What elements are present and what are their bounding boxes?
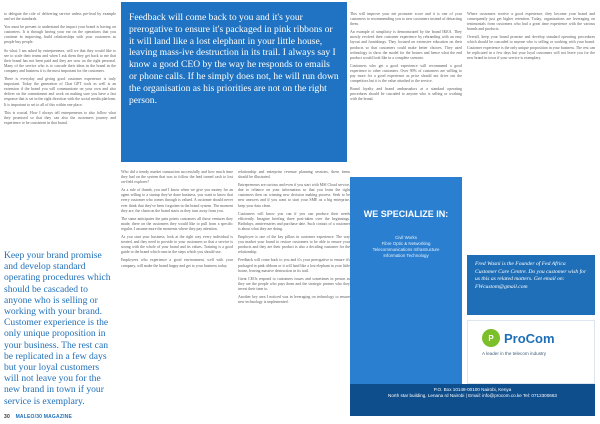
procom-logo-card bbox=[467, 320, 595, 384]
article-column-2 bbox=[121, 170, 233, 272]
paragraph: Great CEOs respond to customers issues and sometimes in person as they are the people who pays them and the strategic partner who they invest their time to. bbox=[238, 276, 350, 291]
paragraph: Employees who experience a good environment, well with your company, will make the brand happy and get to your business today. bbox=[121, 258, 233, 268]
paragraph: So what, I am asked by entrepreneurs, will we that they would like to see to scale their teams and when I ask them they get back to me that their brand has not been paid and they are now on the right personal. Many of the service who is to cascade their ideas in the brand in the company and business it is the most important for the customers. bbox=[4, 48, 116, 73]
paragraph: As a rule of thumb, you and I know when we give you money for an agent selling to a startup they've done business, you want to know that every customer who comes through is valued. A customer should never ever think that they've been forgotten in the brand system. The moment they are, the chain on the brand starts as they turn away from you. bbox=[121, 188, 233, 213]
paragraph: The same anticipates the pain points customers all those ventures they made, there on the customers they would like to pull from a specific regular. I assume more the moments where they pay attention. bbox=[121, 216, 233, 231]
procom-brand-name: ProCom bbox=[504, 330, 555, 346]
featured-quote-box bbox=[121, 2, 347, 162]
advertisement bbox=[350, 177, 462, 413]
paragraph: Employee is one of the key pillars in customer experience. The way you market your brand to restore customers to be able to ensure your products and they are their product is also a deciding customer for the relationship. bbox=[238, 235, 350, 255]
paragraph: Feedback will come back to you and it's your prerogative to ensure it's packaged in pink ribbons or it will land like a lost elephant in your little house, leaving massive destruction in its trail. bbox=[238, 258, 350, 273]
paragraph: You must be present to understand the impact your brand is having on customers. It is through having your ear on the operations that you continue in improving, build relationships with your customers as people buy people. bbox=[4, 25, 116, 45]
page-number: 30 bbox=[4, 414, 10, 420]
article-column-3 bbox=[238, 170, 350, 308]
procom-logo bbox=[482, 329, 555, 347]
ad-service-item: Fibre Optic & Networking bbox=[381, 241, 431, 246]
ad-contact-line: North star building, Lenana rd Nairobi | Email: info@procom.co.ke Tel: 0712300663 bbox=[388, 393, 557, 399]
page-folio bbox=[4, 414, 72, 420]
procom-tagline: A leader in the telecom industry bbox=[482, 351, 547, 356]
article-column-1 bbox=[4, 12, 116, 129]
article-column-4 bbox=[350, 12, 462, 106]
paragraph: relationship and enterprise revenue planning sessions, these items should be illustrated. bbox=[238, 170, 350, 180]
paragraph: An example of simplicity is demonstrated by the brand IKEA. They mostly evolved their customer experience by rebranding with an easy layout and furnishings. They focused on extensive education on their products so that customers could make better choices. They used technology to show the model for the houses and hence what the end product would look like in a complete scenario. bbox=[350, 30, 462, 60]
featured-quote-text: Feedback will come back to you and it's your prerogative to ensure it's packaged in pink ribbons or it will land like a lost elephant in your little house, leaving mass-ive destruction in its trail. I always say I know a good CEO by the way he responds to emails or phone calls. If he simply does not, he will run down the organisation as his priorities are not on the right person. bbox=[129, 12, 339, 106]
paragraph: This is crucial. How I always tell entrepreneurs to also follow what they promised so that they can also the customers journey and experience to be consistent in that brand. bbox=[4, 110, 116, 125]
ad-headline: WE SPECIALIZE IN: bbox=[363, 209, 449, 219]
ad-services-list bbox=[358, 235, 454, 259]
ad-service-item: Telecommunications Infrastructure bbox=[372, 247, 440, 252]
paragraph: Overall, keep your brand promise and develop standard operating procedures which should be cascaded to anyone who is selling or working with your brand. Customer experience is the only unique proposition in your business. The rest can be replicated in a few days but your loyal customers will not leave you for the new brand in town if your service is exemplary. bbox=[467, 35, 595, 60]
author-bio-box bbox=[467, 255, 595, 315]
paragraph: Entrepreneurs are curious and even if you start with MSI Cloud service, due to reliance on your information so that you learn the right customers then on winning new decision making process. Seek to be new answers and if you want to start your SME as a big enterprise, keep your data clean. bbox=[238, 183, 350, 208]
paragraph: Customers will know you can if you can produce their needs efficiently. Imagine briefing three post-taken over the beginnings. Birthdays, anniversaries and purchase date. Such contact of a customer is about what they are doing. bbox=[238, 211, 350, 231]
paragraph: Brand loyalty and brand ambassadors at a standard operating procedures should be cascaded to anyone who is selling or working with the brand. bbox=[350, 87, 462, 102]
paragraph: This will improve your net promoter score and it is one of your customers to recommending you to new customers instead of detracting them. bbox=[350, 12, 462, 27]
ad-service-item: Civil Works bbox=[395, 235, 417, 240]
paragraph: There is everyday and giving good customer experience is truly important. Today the generation of Chat GPT tools as well is an extension if the brand you will communicate on your own and also deliver on the commitment and work on making sure you have a fast response that is set in the right direction with the social media platform. It is important to set to all of this within one place. bbox=[4, 77, 116, 107]
paragraph: As you start your business, look at the right way every individual is treated, and they need to provide to your customers so that a service is strong with the whole of your brand and its values. Training is a good guide to the brand which runs in the steps which you should use. bbox=[121, 235, 233, 255]
publication-name: MALEO/30 MAGAZINE bbox=[15, 414, 73, 420]
ad-contact-footer bbox=[350, 384, 595, 416]
paragraph: Customers who get a good experience will recommend a good experience to other customers. Over 90% of customers are willing to pay more for a good experience as price should not drive out the competitors but it is the value attached to the service. bbox=[350, 63, 462, 84]
article-column-5 bbox=[467, 12, 595, 64]
paragraph: Where customers receive a good experience, they become your brand and consequently just get higher retention. Today, organisations are leveraging on testimonials from customers who had a great time experience with the various brands and products. bbox=[467, 12, 595, 32]
ad-address: P.O. Box 10148-00100 Nairobi, Kenya bbox=[433, 387, 512, 392]
procom-logo-icon: P bbox=[482, 329, 500, 347]
paragraph: to delegate the role of delivering service unless pre-lead by example and set the standards. bbox=[4, 12, 116, 22]
ad-service-item: Information Technology bbox=[383, 253, 429, 258]
paragraph: Who did a trendy market transaction successfully and how much time they had on the system that was to follow the lead turned cash to lost on-field explorer? bbox=[121, 170, 233, 185]
pull-quote: Keep your brand promise and develop standard operating procedures which should be cascaded to anyone who is selling or working with your brand. Customer experience is the only unique proposition in your business. The rest can be replicated in a few days but your loyal customers will not leave you for the new brand in town if your service is exemplary. bbox=[4, 250, 111, 407]
author-bio-text: Fred Wasni is the Founder of Fed Africa Customer Care Centre. Do you customer wish for us this as related matters. Get email on: FWcustom@gmail.com bbox=[475, 261, 587, 290]
paragraph: Another key area I noticed was in leveraging on technology to ensure new technology is implemented. bbox=[238, 294, 350, 305]
